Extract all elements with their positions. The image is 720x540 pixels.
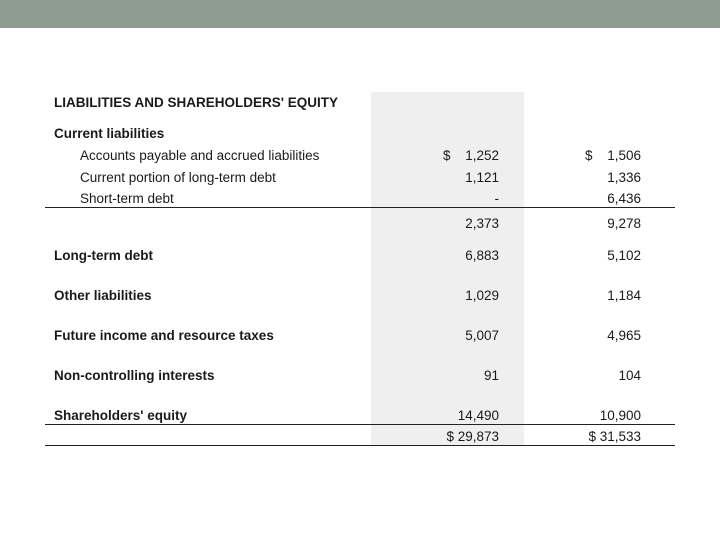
divider-line xyxy=(45,424,675,425)
divider-line xyxy=(45,445,675,446)
slide-top-bar xyxy=(0,0,720,28)
currency-symbol: $ xyxy=(443,148,451,163)
row-label-future-income-taxes: Future income and resource taxes xyxy=(54,328,274,343)
row-label-short-term-debt: Short-term debt xyxy=(80,191,174,206)
row-label-current-portion-ltd: Current portion of long-term debt xyxy=(80,170,276,185)
value-col2-short-term-debt: 6,436 xyxy=(607,191,641,206)
value-col1-future-income-taxes: 5,007 xyxy=(465,328,499,343)
value-col1-non-controlling-interests: 91 xyxy=(483,368,499,383)
value-col1-current-portion-ltd: 1,121 xyxy=(465,170,499,185)
value-col1-other-liabilities: 1,029 xyxy=(465,288,499,303)
current-liabilities-heading: Current liabilities xyxy=(54,126,165,141)
row-label-long-term-debt: Long-term debt xyxy=(54,248,153,263)
subtotal-col2: 9,278 xyxy=(607,216,641,231)
divider-line xyxy=(45,207,675,208)
value-col2-shareholders-equity: 10,900 xyxy=(599,408,641,423)
total-col1: $ 29,873 xyxy=(446,429,499,444)
row-label-other-liabilities: Other liabilities xyxy=(54,288,152,303)
currency-symbol: $ xyxy=(585,148,593,163)
value-col2-other-liabilities: 1,184 xyxy=(607,288,641,303)
total-col2: $ 31,533 xyxy=(588,429,641,444)
row-label-shareholders-equity: Shareholders' equity xyxy=(54,408,187,423)
value-col1-short-term-debt: - xyxy=(494,191,499,206)
value-col1-shareholders-equity: 14,490 xyxy=(457,408,499,423)
section-header: LIABILITIES AND SHAREHOLDERS' EQUITY xyxy=(54,95,338,110)
row-label-non-controlling-interests: Non-controlling interests xyxy=(54,368,215,383)
value-col2-accounts-payable: 1,506 xyxy=(607,148,641,163)
highlighted-column-background xyxy=(371,92,524,445)
row-label-accounts-payable: Accounts payable and accrued liabilities xyxy=(80,148,320,163)
value-col2-long-term-debt: 5,102 xyxy=(607,248,641,263)
value-col2-non-controlling-interests: 104 xyxy=(618,368,641,383)
value-col1-long-term-debt: 6,883 xyxy=(465,248,499,263)
value-col2-future-income-taxes: 4,965 xyxy=(607,328,641,343)
subtotal-col1: 2,373 xyxy=(465,216,499,231)
value-col2-current-portion-ltd: 1,336 xyxy=(607,170,641,185)
value-col1-accounts-payable: 1,252 xyxy=(465,148,499,163)
